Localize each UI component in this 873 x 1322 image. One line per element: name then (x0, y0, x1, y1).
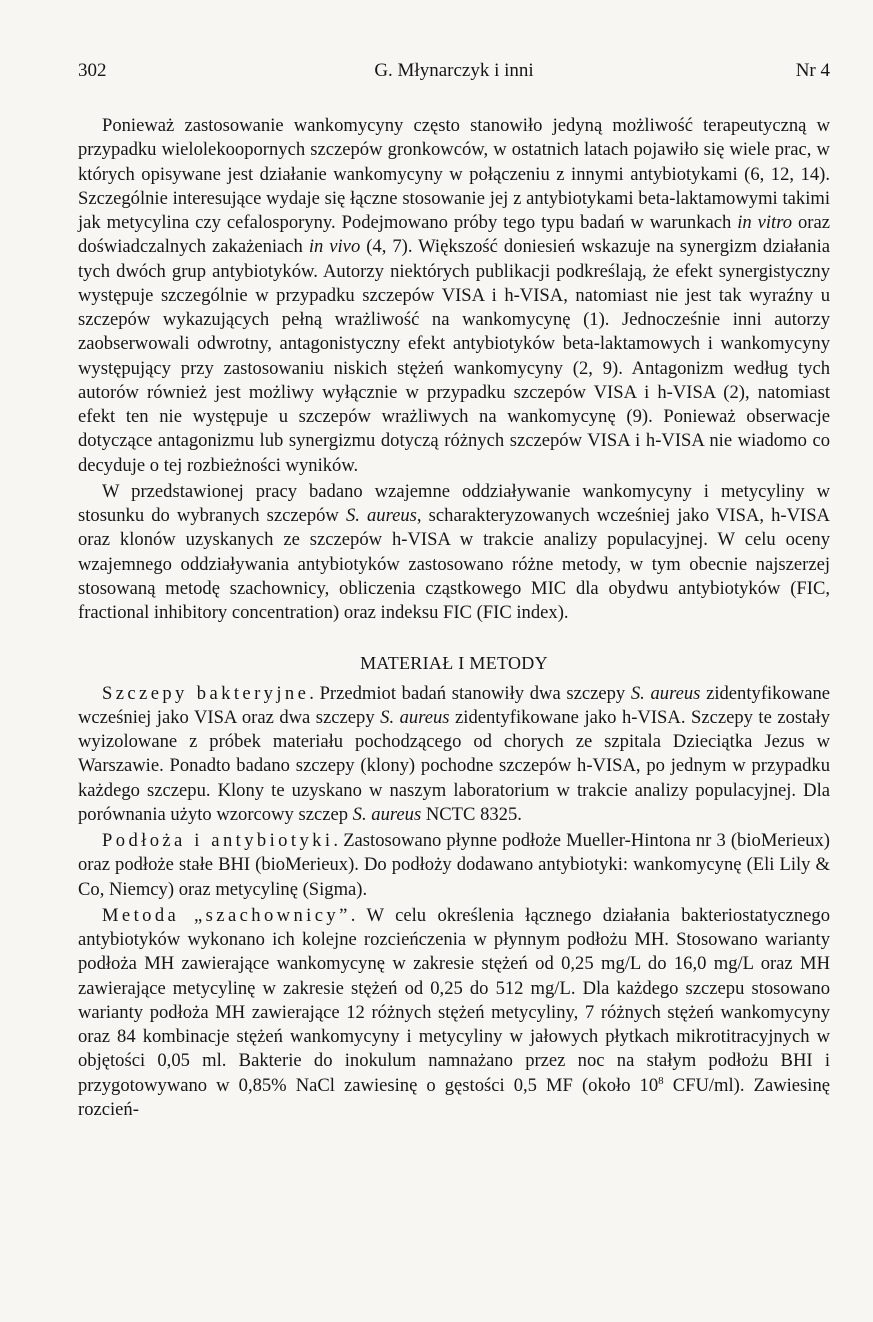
superscript-exponent: 8 (658, 1074, 664, 1087)
species-name: S. aureus (352, 803, 422, 825)
running-header (78, 60, 830, 86)
page-number: 302 (78, 60, 107, 81)
paragraph-intro-1: Ponieważ zastosowanie wankomycyny często stanowiło jedyną możliwość terapeutyczną w przypadku wielolekoopornych szczepów gronkowców, w ostatnich latach pojawiło się wiele prac, w których opisywane jest działanie wankomycyny w połączeniu z innymi antybiotykami (6, 12, 14). Szczególnie interesujące wydaje się łączne stosowanie jej z antybiotykami beta-laktamowymi takimi jak metycylina czy cefalosporyny. Podejmowano próby tego typu badań w warunkach in vitro oraz doświadczalnych zakażeniach in vivo (4, 7). Większość doniesień wskazuje na synergizm działania tych dwóch grup antybiotyków. Autorzy niektórych publikacji podkreślają, że efekt synergistyczny występuje szczególnie w przypadku szczepów VISA i h-VISA, natomiast nie jest tak wyraźny u szczepów wykazujących pełną wrażliwość na wankomycynę (1). Jednocześnie inni autorzy zaobserwowali odwrotny, antagonistyczny efekt antybiotyków beta-laktamowych i wankomycyny występujący przy zastosowaniu niskich stężeń wankomycyny (2, 9). Antagonizm według tych autorów również jest możliwy wyłącznie w przypadku szczepów VISA i h-VISA (2), natomiast efekt ten nie występuje u szczepów wrażliwych na wankomycynę (9). Ponieważ obserwacje dotyczące antagonizmu lub synergizmu dotyczą różnych szczepów VISA i h-VISA nie wiadomo co decyduje o tej rozbieżności wyników. (78, 115, 830, 476)
paragraph-checkerboard-method: Metoda „szachownicy”. W celu określenia łącznego działania bakteriostatycznego antybiotyków wykonano ich kolejne rozcieńczenia w płynnym podłożu MH. Stosowano warianty podłoża MH zawierające wankomycynę w zakresie stężeń od 0,25 mg/L do 16,0 mg/L oraz MH zawierające metycylinę w zakresie stężeń od 0,25 do 512 mg/L. Dla każdego szczepu stosowano warianty podłoża MH zawierające 12 różnych stężeń metycyliny, 7 różnych stężeń wankomycyny oraz 84 kombinacje stężeń wankomycyny i metycyliny w jałowych płytkach mikrotitracyjnych w objętości 0,05 ml. Bakterie do inokulum namnażano przez noc na stałym podłożu BHI i przygotowywano w 0,85% NaCl zawiesinę o gęstości 0,5 MF (około $10^8$ CFU/ml). Zawiesinę rozcień- (78, 904, 830, 1120)
paragraph-media-antibiotics: Podłoża i antybiotyki. Zastosowano płynne podłoże Mueller-Hintona nr 3 (bioMerieux) oraz podłoże stałe BHI (bioMerieux). Do podłoży dodawano antybiotyki: wankomycynę (Eli Lily & Co, Niemcy) oraz metycylinę (Sigma). (78, 830, 830, 900)
body-text (78, 114, 830, 1122)
paragraph-intro-2: W przedstawionej pracy badano wzajemne oddziaływanie wankomycyny i metycyliny w stosunku do wybranych szczepów S. aureus, scharakteryzowanych wcześniej jako VISA, h-VISA oraz klonów uzyskanych ze szczepów h-VISA w trakcie analizy populacyjnej. W celu oceny wzajemnego oddziaływania antybiotyków zastosowano różne metody, w tym obecnie najszerzej stosowaną metodę szachownicy, obliczenia cząstkowego MIC dla obydwu antybiotyków (FIC, fractional inhibitory concentration) oraz indeksu FIC (FIC index). (78, 480, 830, 623)
paragraph-bacterial-strains: Szczepy bakteryjne. Przedmiot badań stanowiły dwa szczepy S. aureus zidentyfikowane wcześniej jako VISA oraz dwa szczepy S. aureus zidentyfikowane jako h-VISA. Szczepy te zostały wyizolowane z próbek materiału pochodzącego od chorych ze szpitala Dzieciątka Jezus w Warszawie. Ponadto badano szczepy (klony) pochodne szczepów h-VISA, po jednym w przypadku każdego szczepu. Klony te uzyskano w naszym laboratorium w trakcie analizy populacyjnej. Dla porównania użyto wzorcowy szczep S. aureus NCTC 8325. (78, 682, 831, 825)
italic-in-vitro: in vitro (737, 212, 793, 233)
subsection-heading: Szczepy bakteryjne (102, 682, 310, 704)
subsection-heading: Metoda „szachownicy” (102, 904, 351, 926)
species-name: S. aureus (380, 706, 450, 728)
species-name: S. aureus (345, 505, 417, 526)
italic-in-vivo: in vivo (308, 236, 361, 258)
section-title: MATERIAŁ I METODY (360, 653, 548, 674)
species-name: S. aureus (630, 682, 701, 704)
subsection-heading: Podłoża i antybiotyki (102, 830, 334, 851)
running-title: G. Młynarczyk i inni (374, 60, 534, 81)
issue-number: Nr 4 (795, 60, 830, 81)
